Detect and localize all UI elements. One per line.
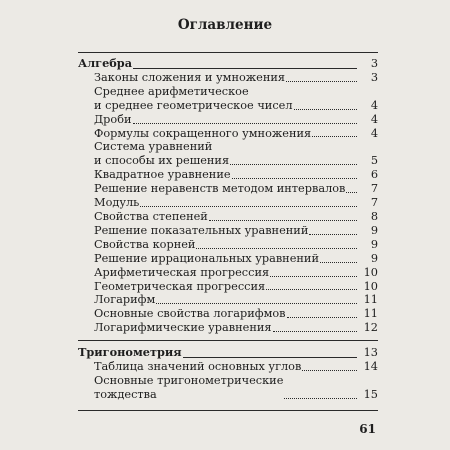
toc-entry[interactable] xyxy=(78,280,378,294)
toc-entry[interactable] xyxy=(78,321,378,335)
toc-entry[interactable] xyxy=(78,360,378,374)
toc-entry[interactable] xyxy=(78,307,378,321)
entry-title xyxy=(94,360,301,374)
entry-title xyxy=(94,210,208,224)
leader-dots xyxy=(270,276,357,277)
leader-dots xyxy=(312,136,357,137)
leader-dots xyxy=(133,123,357,124)
entry-page-number: 3 xyxy=(370,70,378,84)
entry-page-number: 11 xyxy=(363,293,378,307)
toc-entry[interactable] xyxy=(78,266,378,280)
leader-dots xyxy=(287,317,357,318)
entry-title-line: Геометрическая прогрессия xyxy=(94,279,266,293)
entry-title-line: Решение неравенств методом интервалов xyxy=(94,182,346,196)
entry-title-line: и среднее геометрическое чисел xyxy=(94,98,293,112)
toc-entry[interactable] xyxy=(78,168,378,182)
leader-dots xyxy=(294,109,357,110)
toc-entry[interactable] xyxy=(78,71,378,85)
leader-dots xyxy=(140,206,357,207)
entry-title-line: Система уравнений xyxy=(94,140,213,154)
leader-dots xyxy=(232,178,357,179)
entry-title xyxy=(94,374,283,402)
entry-page-number: 9 xyxy=(370,223,378,237)
entry-title xyxy=(94,140,229,168)
entry-title-line: Модуль xyxy=(94,196,140,210)
entry-title-line: Основные свойства логарифмов xyxy=(94,307,286,321)
leader-dots xyxy=(273,331,357,332)
leader-dots xyxy=(309,234,357,235)
toc-entry[interactable] xyxy=(78,210,378,224)
leader-dots xyxy=(320,262,357,263)
toc-entry[interactable] xyxy=(78,238,378,252)
entry-title xyxy=(94,168,231,182)
leader-dots xyxy=(230,164,357,165)
entry-title xyxy=(94,85,293,113)
section-divider xyxy=(78,340,378,341)
entry-page-number: 10 xyxy=(363,265,378,279)
entry-page-number: 9 xyxy=(370,237,378,251)
entry-page-number: 7 xyxy=(370,196,378,210)
leader-dots xyxy=(346,192,357,193)
entry-page-number: 8 xyxy=(370,209,378,223)
entry-page-number: 6 xyxy=(370,168,378,182)
leader-dots xyxy=(196,248,357,249)
entry-title xyxy=(94,238,195,252)
leader-dots xyxy=(209,220,357,221)
entry-title xyxy=(94,113,132,127)
entry-page-number: 10 xyxy=(363,279,378,293)
leader-line xyxy=(133,68,357,69)
entry-title-line: Формулы сокращенного умножения xyxy=(94,126,312,140)
toc-entry[interactable] xyxy=(78,182,378,196)
entry-title xyxy=(94,321,272,335)
toc-section-heading[interactable] xyxy=(78,346,378,360)
entry-title-line: Квадратное уравнение xyxy=(94,168,231,182)
entry-title xyxy=(94,224,308,238)
entry-title xyxy=(94,196,139,210)
entry-page-number: 4 xyxy=(370,112,378,126)
leader-dots xyxy=(284,398,357,399)
toc-entry[interactable] xyxy=(78,85,378,113)
toc-entry[interactable] xyxy=(78,196,378,210)
section-page-number: 3 xyxy=(370,57,378,70)
entry-title-line: Законы сложения и умножения xyxy=(94,70,286,84)
entry-title-line: Дроби xyxy=(94,112,132,126)
entry-title-line: и способы их решения xyxy=(94,154,230,168)
entry-title-line: Логарифмические уравнения xyxy=(94,321,272,335)
entry-title xyxy=(94,307,286,321)
toc-section-heading[interactable] xyxy=(78,57,378,71)
entry-page-number: 5 xyxy=(370,154,378,168)
entry-title xyxy=(94,127,311,141)
toc-body xyxy=(78,57,378,402)
toc-entry[interactable] xyxy=(78,374,378,402)
entry-title xyxy=(94,293,155,307)
entry-page-number: 11 xyxy=(363,307,378,321)
entry-page-number: 7 xyxy=(370,182,378,196)
entry-title-line: Свойства степеней xyxy=(94,209,208,223)
leader-dots xyxy=(302,370,357,371)
entry-title xyxy=(94,280,265,294)
leader-dots xyxy=(286,81,357,82)
toc-entry[interactable] xyxy=(78,224,378,238)
entry-title-line: Среднее арифметическое xyxy=(94,84,249,98)
entry-page-number: 9 xyxy=(370,251,378,265)
leader-dots xyxy=(156,303,357,304)
toc-entry[interactable] xyxy=(78,293,378,307)
page-number: 61 xyxy=(359,422,376,436)
entry-page-number: 4 xyxy=(370,98,378,112)
entry-title-line: Арифметическая прогрессия xyxy=(94,265,270,279)
entry-title xyxy=(94,266,269,280)
leader-dots xyxy=(266,289,357,290)
entry-page-number: 4 xyxy=(370,126,378,140)
entry-title-line: Решение показательных уравнений xyxy=(94,223,309,237)
table-of-contents xyxy=(78,52,378,411)
entry-page-number: 14 xyxy=(363,360,378,374)
toc-entry[interactable] xyxy=(78,140,378,168)
entry-page-number: 15 xyxy=(363,387,378,401)
toc-entry[interactable] xyxy=(78,127,378,141)
entry-title xyxy=(94,252,319,266)
toc-section xyxy=(78,346,378,402)
entry-title-line: Основные тригонометрические xyxy=(94,373,284,387)
entry-title-line: тождества xyxy=(94,387,157,401)
section-title: Алгебра xyxy=(78,56,133,70)
section-title: Тригонометрия xyxy=(78,345,182,360)
page-title: Оглавление xyxy=(177,17,273,33)
entry-title-line: Логарифм xyxy=(94,293,156,307)
entry-title-line: Решение иррациональных уравнений xyxy=(94,251,319,265)
entry-title-line: Свойства корней xyxy=(94,237,196,251)
entry-page-number: 12 xyxy=(363,321,378,335)
toc-entry[interactable] xyxy=(78,113,378,127)
entry-title-line: Таблица значений основных углов xyxy=(94,360,302,374)
entry-title xyxy=(94,71,285,85)
toc-entry[interactable] xyxy=(78,252,378,266)
leader-line xyxy=(183,357,357,358)
section-page-number: 13 xyxy=(363,346,378,360)
toc-section xyxy=(78,57,378,335)
entry-title xyxy=(94,182,345,196)
